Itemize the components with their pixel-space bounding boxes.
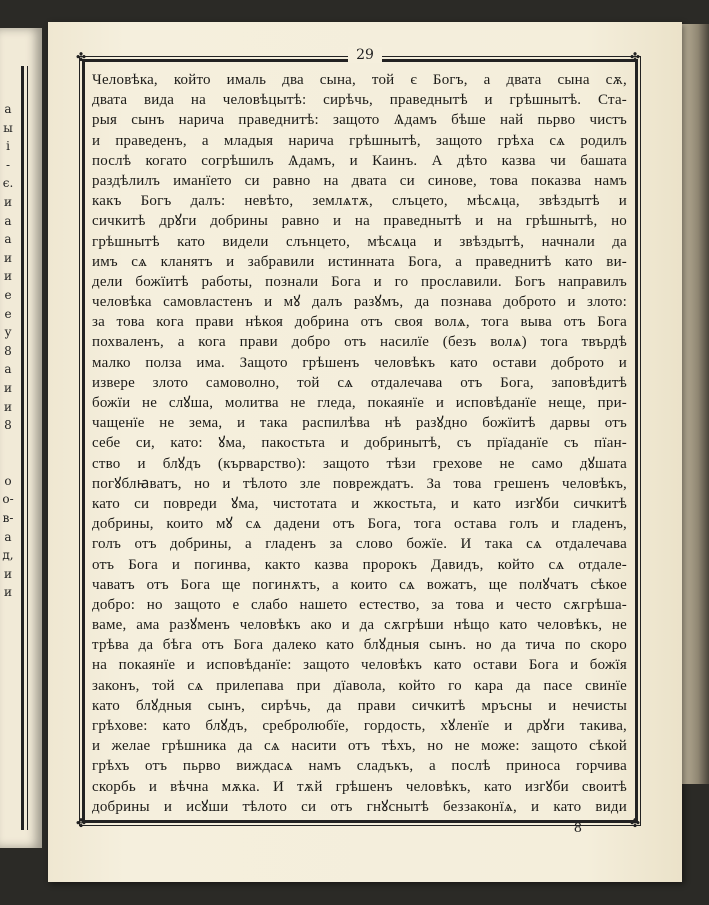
text-line: имъ сѧ кланятъ и забравили истинната Бога, а праведнитѣ като ви-: [92, 253, 627, 270]
left-page-char: а: [4, 102, 12, 116]
left-page-char: и: [4, 269, 12, 284]
text-line: ство и блꙋдъ (кърварство): защото тѣзи грехове не само дꙋшата: [92, 455, 627, 472]
text-line: какъ Богъ далъ: невѣто, землѧтѫ, слъцето, мѣсѧца, звѣздытѣ и: [92, 193, 627, 210]
text-line: божїи не слꙋша, молитва не гледа, покаянїе и исповѣданїе неще, при-: [92, 395, 627, 411]
signature-mark: 8: [573, 821, 582, 836]
text-line: грѣшнытѣ като видели слънцето, мѣсѧца и звѣздытѣ, начнали да: [92, 233, 627, 250]
text-line: дели божїитѣ работы, познали Бога и го прославили. Богъ направилъ: [92, 273, 627, 290]
left-page-char: о: [4, 473, 12, 488]
text-line: и желае грѣшника да сѧ насити отъ тѣхъ, но не може: защото сѣкой: [92, 738, 627, 755]
left-page-char: е: [4, 287, 12, 302]
left-page-char: и: [4, 566, 12, 581]
left-page-char: 8: [4, 418, 12, 433]
corner-ornament-icon: ✤: [630, 50, 641, 64]
left-page-char: ы: [3, 120, 13, 135]
left-page-char: [1, 435, 15, 454]
text-line: рыя сынъ нарича праведнитѣ: защото Ѧдамъ бѣше най пьрво чистъ: [92, 112, 627, 129]
left-page-char: и: [4, 250, 12, 265]
left-page-char: -: [5, 157, 11, 172]
text-line: като блꙋдныя сынъ, сирѣчь, да прави сичкитѣ мръсны и нечисты: [92, 697, 627, 714]
left-page-char: а: [4, 232, 12, 247]
text-line: законъ, той сѧ прилепава при дїавола, който го кара да пасе свинїе: [92, 677, 627, 694]
text-line: скорбь и вѣчна мѫка. И тѫй грѣшенъ человѣкъ, като изгꙋби своитѣ: [92, 778, 627, 795]
book-page: [48, 22, 682, 882]
left-page-char: о-: [2, 492, 14, 507]
left-page-char: а: [4, 362, 12, 377]
text-line: добрины, които мꙋ сѧ дадени отъ Бога, тога остава голъ и гладенъ,: [92, 516, 627, 533]
left-page-char: є.: [2, 176, 14, 191]
body-text: [92, 70, 627, 814]
left-page-fragment-text: [1, 100, 15, 602]
left-page-char: и: [4, 585, 12, 600]
text-line: сичкитѣ дрꙋги добрины равно и на праведнытѣ и на грѣшнытѣ, но: [92, 213, 627, 230]
left-page-char: у: [4, 325, 12, 340]
text-line: двата вида на человѣцытѣ: сирѣчь, праведнытѣ и грѣшнытѣ. Ста-: [92, 92, 627, 109]
left-page-char: [1, 453, 15, 472]
text-line: отъ Бога и погинва, както казва пророкъ Давидъ, който сѧ отдале-: [92, 556, 627, 573]
corner-ornament-icon: ✤: [76, 50, 87, 64]
left-page-char: а: [4, 213, 12, 228]
text-line: себе си, като: ꙋма, пакостьта и добринытѣ, съ прїаданїе съ пїан-: [92, 435, 627, 452]
left-page-char: и: [4, 194, 12, 209]
text-line: послѣ когато согрѣшилъ Ѧдамъ, и Каинъ. А дѣто казва чи башата: [92, 152, 627, 169]
text-line: голъ отъ добрины, а гладенъ за слово божїе. И така сѧ отдалечава: [92, 536, 627, 553]
text-line: ваме, ама разꙋменъ человѣкъ ако и да сѫгрѣши нѣщо като человѣкъ, не: [92, 617, 627, 634]
text-line: добро: но защото е слабо нашето естество, за това и често сѫгрѣша-: [92, 596, 627, 613]
left-page-edge: [0, 28, 42, 848]
text-line: погꙋблꙗватъ, но и тѣлото зле повреждатъ. За това грешенъ человѣкъ,: [92, 475, 627, 492]
text-line: добрины и исꙋши тѣлото си отъ гнꙋснытѣ беззаконїѧ, и като види: [92, 798, 627, 815]
left-page-char: в-: [2, 511, 14, 526]
left-page-char: и: [4, 380, 12, 395]
text-line: за това кога прави нѣкоя добрина отъ своя волѧ, тога выва отъ Бога: [92, 314, 627, 331]
text-line: человѣка самовластенъ и мꙋ далъ разꙋмъ, да познава доброто и злото:: [92, 294, 627, 311]
text-line: на покаянїе и исповѣданїе: защото человѣкъ като остави Бога и божїя: [92, 657, 627, 674]
text-line: Человѣка, който ималь два сына, той є Богъ, а двата сына сѫ,: [92, 72, 627, 88]
page-number: 29: [48, 47, 682, 63]
text-line: чаватъ отъ Бога ще погинѫтъ, а които сѧ вожатъ, ще полꙋчатъ сѣкое: [92, 576, 627, 593]
text-line: чащенїе не зема, и така распилѣва нѣ разꙋдно божїитѣ дарвы отъ: [92, 415, 627, 432]
book-binding-edge: [682, 24, 709, 784]
text-line: похваленъ, а кога прави добро отъ насилїе (безъ волѧ) тога твърдѣ: [92, 334, 627, 351]
corner-ornament-icon: ✤: [630, 816, 641, 830]
left-page-char: д,: [2, 548, 14, 563]
text-line: трѣва да бѣга отъ Бога далеко като блꙋдныя сынъ. но да тича по скоро: [92, 637, 627, 654]
text-line: раздѣлилъ имaнїето си равно на двата си синове, това показва намъ: [92, 172, 627, 189]
left-page-char: и: [4, 399, 12, 414]
left-page-char: е: [4, 306, 12, 321]
text-line: малко полза има. Защото грѣшенъ человѣкъ като остави доброто и: [92, 354, 627, 371]
text-line: извере злото самоволно, той сѧ отдалечава отъ Бога, заповѣдитѣ: [92, 374, 627, 391]
left-page-border: [21, 66, 28, 830]
corner-ornament-icon: ✤: [76, 816, 87, 830]
left-page-char: а: [4, 529, 12, 544]
left-page-char: і: [6, 139, 10, 154]
left-page-char: 8: [4, 343, 12, 358]
text-line: грѣхове: като блꙋдъ, сребролюбїе, гордость, хꙋленїе и дрꙋги такива,: [92, 718, 627, 734]
text-line: и праведенъ, а младыя нарича грѣшнытѣ, защото грѣха сѧ родилъ: [92, 132, 627, 149]
text-line: като си повреди ꙋма, чистотата и жкостьта, и като изгꙋби сичкитѣ: [92, 495, 627, 512]
text-line: грѣхъ отъ пьрво виждасѧ намъ сладъкъ, а послѣ приноса горчива: [92, 758, 627, 775]
